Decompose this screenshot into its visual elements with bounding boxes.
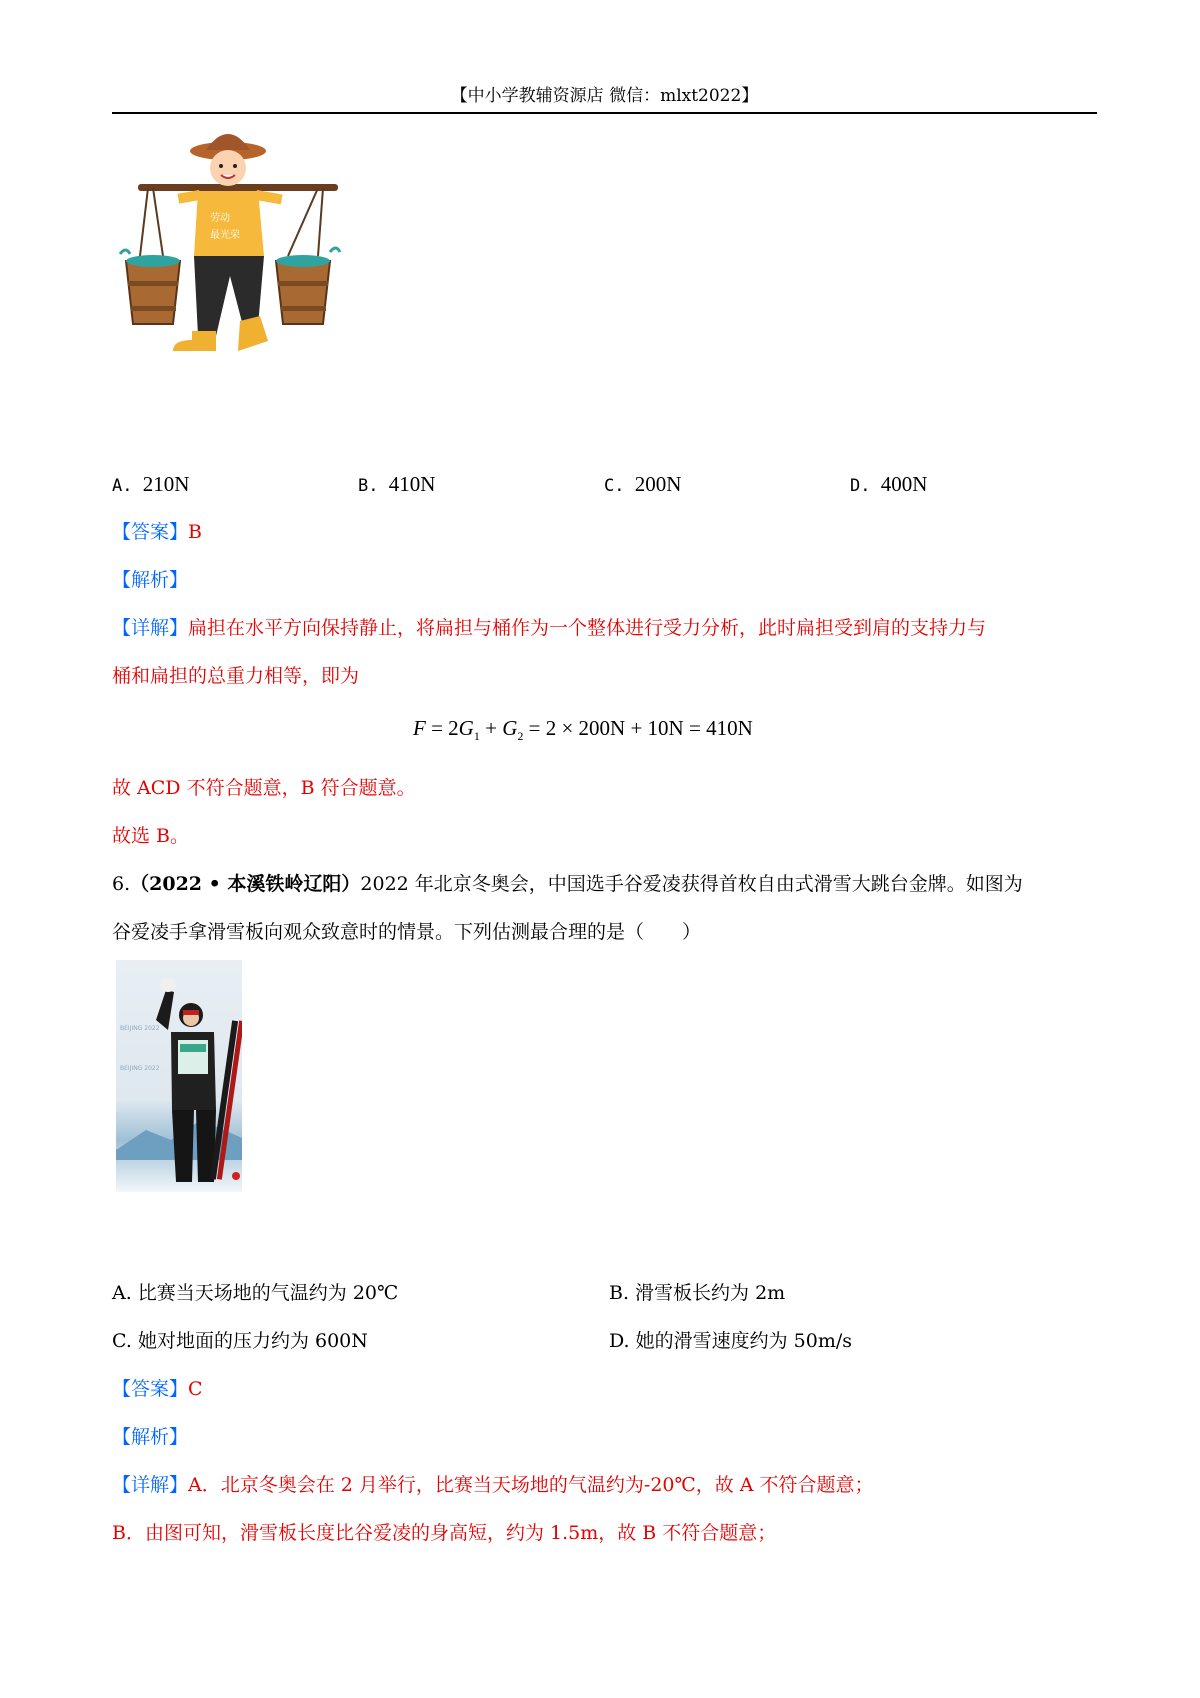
q6-answer-value: C: [188, 1378, 203, 1400]
q5-detail-tag: 【详解】: [112, 617, 189, 639]
q5-answer-value: B: [188, 521, 202, 543]
q5-option-b-letter: B.: [358, 476, 379, 496]
formula-rest: = 2 × 200N + 10N = 410N: [523, 716, 753, 740]
q5-formula: [413, 716, 753, 744]
q5-option-c: [604, 472, 681, 497]
q6-detail-tag: 【详解】: [112, 1474, 189, 1496]
q5-option-a-letter: A.: [112, 476, 133, 496]
q6-analysis-tag: 【解析】: [112, 1426, 189, 1448]
q5-option-b: [358, 472, 435, 497]
q5-conclusion-2: 故选 B。: [112, 825, 190, 847]
q5-analysis-tag: 【解析】: [112, 569, 189, 591]
q6-option-b: B. 滑雪板长约为 2m: [609, 1282, 786, 1304]
q5-option-d: [850, 472, 927, 497]
formula-plus: +: [479, 716, 503, 740]
q5-detail-text-1: 扁担在水平方向保持静止，将扁担与桶作为一个整体进行受力分析，此时扁担受到肩的支持力与: [188, 617, 987, 639]
q6-source: （2022 • 本溪铁岭辽阳）: [130, 873, 361, 895]
q6-option-a: A. 比赛当天场地的气温约为 20℃: [112, 1282, 399, 1304]
formula-f: F: [413, 716, 426, 740]
formula-eq1: = 2: [425, 716, 459, 740]
q5-answer: [112, 520, 202, 544]
q6-answer-tag: 【答案】: [112, 1378, 189, 1400]
q6-stem-text-1: 2022 年北京冬奥会，中国选手谷爱凌获得首枚自由式滑雪大跳台金牌。如图为: [360, 873, 1023, 895]
page-header: [112, 84, 1097, 114]
q5-conclusion-1: 故 ACD 不符合题意，B 符合题意。: [112, 777, 416, 799]
formula-g2: G: [502, 716, 518, 740]
q6-detail-line2: B．由图可知，滑雪板长度比谷爱凌的身高短，约为 1.5m，故 B 不符合题意；: [112, 1522, 777, 1544]
formula-sub2: 2: [517, 729, 524, 744]
svg-text:BEIJING 2022: BEIJING 2022: [120, 1025, 160, 1032]
q5-option-d-letter: D.: [850, 476, 871, 496]
skier-photo: [116, 960, 242, 1192]
q5-option-a-value: 210N: [142, 472, 190, 496]
formula-g1: G: [458, 716, 474, 740]
q5-detail-line1: [112, 616, 986, 640]
svg-text:最光荣: 最光荣: [210, 230, 240, 241]
q6-option-d: D. 她的滑雪速度约为 50m/s: [609, 1330, 853, 1352]
q5-option-a: [112, 472, 189, 497]
q5-answer-tag: 【答案】: [112, 521, 189, 543]
q6-answer: [112, 1377, 203, 1401]
q5-detail-line2: 桶和扁担的总重力相等，即为: [112, 665, 360, 687]
q6-detail-text-1: A．北京冬奥会在 2 月举行，比赛当天场地的气温约为-20℃，故 A 不符合题意；: [188, 1474, 874, 1496]
q5-option-c-value: 200N: [634, 472, 682, 496]
q6-stem-line1: [112, 872, 1023, 896]
q6-stem-line2: 谷爱凌手拿滑雪板向观众致意时的情景。下列估测最合理的是（ ）: [112, 921, 702, 943]
q5-option-b-value: 410N: [388, 472, 436, 496]
header-text: 【中小学教辅资源店 微信：mlxt2022】: [450, 86, 759, 106]
q6-number: 6.: [112, 873, 131, 895]
svg-text:BEIJING 2022: BEIJING 2022: [120, 1065, 160, 1072]
q6-option-c: C. 她对地面的压力约为 600N: [112, 1330, 368, 1352]
q5-option-d-value: 400N: [880, 472, 928, 496]
svg-text:劳动: 劳动: [210, 213, 230, 224]
water-carrier-illustration: [118, 126, 358, 386]
q6-detail-line1: [112, 1473, 874, 1497]
q5-option-c-letter: C.: [604, 476, 625, 496]
formula-sub1: 1: [473, 729, 480, 744]
